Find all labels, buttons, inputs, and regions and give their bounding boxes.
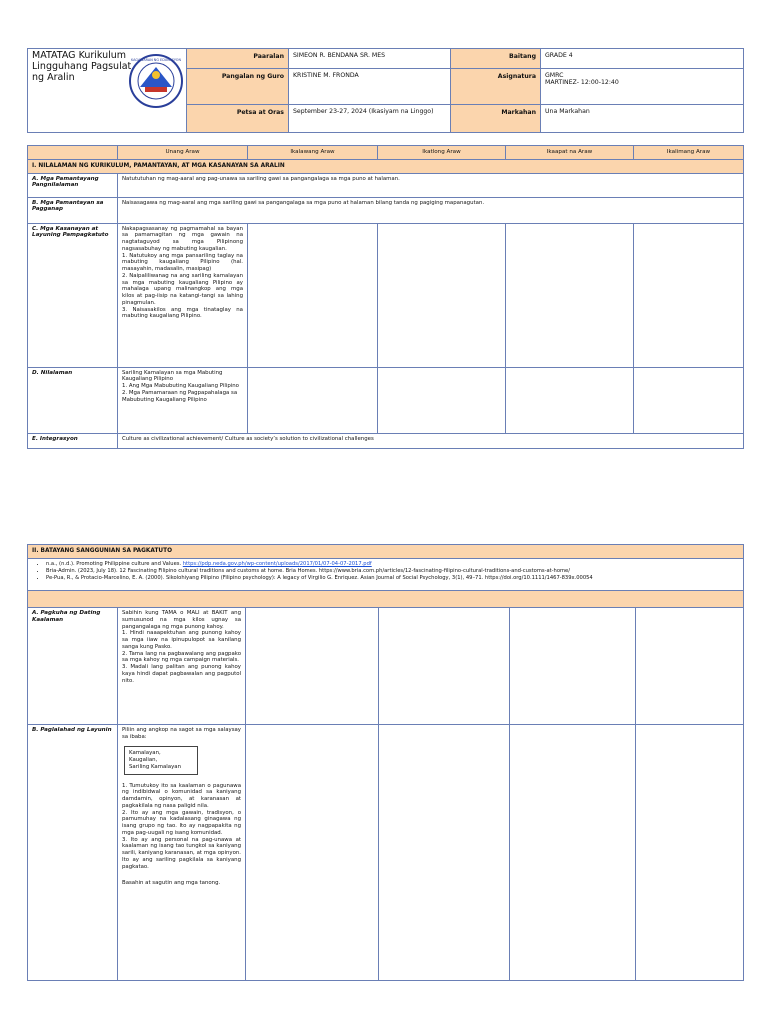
- section1-title: I. NILALAMAN NG KURIKULUM, PAMANTAYAN, AT MGA KASANAYAN SA ARALIN: [28, 159, 744, 173]
- page-title: MATATAG Kurikulum Lingguhang Pagsulat ng Aralin: [32, 50, 132, 83]
- row-label-e: E. Integrasyon: [28, 433, 118, 448]
- guro-label: Pangalan ng Guro: [187, 69, 289, 105]
- section1-table: [27, 145, 743, 449]
- asignatura-value: GMRC MARTINEZ- 12:00-12:40: [541, 69, 744, 105]
- word-choices-box: Kamalayan, Kaugalian, Sariling Kamalayan: [124, 746, 198, 775]
- reference-link[interactable]: https://pdp.neda.gov.ph/wp-content/uploads/2017/01/07-04-07-2017.pdf: [182, 561, 372, 567]
- nilalaman-text: Sariling Kamalayan sa mga Mabuting Kaugaliang Pilipino 1. Ang Mga Mabubuting Kaugaliang Pilipino 2. Mga Pamamaraan ng Pagpapahalaga sa Mabubuting Kaugaliang Pilipino: [118, 367, 248, 433]
- baitang-value: GRADE 4: [541, 49, 744, 69]
- row-label-pagkuha: A. Pagkuha ng Dating Kaalaman: [28, 608, 118, 725]
- integrasyon-text: Culture as civilizational achievement/ Culture as society’s solution to civilizational challenges: [118, 433, 744, 448]
- row-label-paglalahad: B. Paglalahad ng Layunin: [28, 725, 118, 981]
- header-table: [27, 48, 743, 133]
- paglalahad-items: 1. Tumutukoy ito sa kaalaman o pagunawa ng indibidwal o komunidad sa kaniyang damdamin, opinyon, at karanasan at pagkakilala ng nasa paligid nila. 2. Ito ay ang mga gawain, tradisyon, o pamumuhay na kadalasang ginagawa ng isang grupo ng tao. Ito ay nagpapakita ng mga pag-uugali ng isang komunidad. 3. Ito ay ang personal na pag-unawa at kaalaman ng isang tao tungkol sa kaniyang sarili, kaniyang karanasan, at mga opinyon. Ito ay ang sariling pagkilala sa kaniyang pagkatao.: [122, 782, 241, 870]
- pamantayang-pangnilalaman-text: Natututuhan ng mag-aaral ang pag-unawa sa sariling gawi sa pangangalaga sa mga puno at halaman.: [118, 173, 744, 197]
- reference-item: • Bria-Admin. (2023, July 18). 12 Fascinating Filipino cultural traditions and customs at home. Bria Homes. https://www.bria.com.ph/articles/12-fascinating-filipino-cultural-traditions-and-customs-at-home/: [46, 568, 739, 575]
- day-header-5: Ikalimang Araw: [634, 146, 744, 160]
- row-label-c: C. Mga Kasanayan at Layuning Pampagkatuto: [28, 223, 118, 367]
- baitang-label: Baitang: [451, 49, 541, 69]
- references-cell: [28, 559, 744, 591]
- paglalahad-intro: Piliin ang angkop na sagot sa mga salaysay sa ibaba:: [122, 727, 241, 740]
- blank-band: [28, 591, 744, 608]
- day-header-4: Ikaapat na Araw: [506, 146, 634, 160]
- day-header-1: Unang Araw: [118, 146, 248, 160]
- paaralan-label: Paaralan: [187, 49, 289, 69]
- guro-value: KRISTINE M. FRONDA: [289, 69, 451, 105]
- references-list: [32, 561, 739, 581]
- paglalahad-cell: [118, 725, 246, 981]
- deped-seal-icon: [128, 53, 184, 109]
- section2-title: II. BATAYANG SANGGUNIAN SA PAGKATUTO: [28, 545, 744, 559]
- day-header-2: Ikalawang Araw: [248, 146, 378, 160]
- svg-text:KAGAWARAN NG EDUKASYON: KAGAWARAN NG EDUKASYON: [130, 58, 182, 62]
- section2-table: [27, 544, 743, 981]
- paglalahad-outro: Basahin at sagutin ang mga tanong.: [122, 880, 221, 887]
- pagkuha-text: Sabihin kung TAMA o MALI at BAKIT ang sumusunod na mga kilos ugnay sa pangangalaga ng mga punong kahoy. 1. Hindi naaapektuhan ang punong kahoy sa mga iiaw na ipinupulopot sa kanilang sanga kung Pasko. 2. Tama lang na pagbawalang ang pagpako sa mga kahoy ng mga campaign materials. 3. Madali lang palitan ang punong kahoy kaya hindi dapat pagbawalan ang pagputol nito.: [118, 608, 246, 725]
- row-label-a: A. Mga Pamantayang Pangnilalaman: [28, 173, 118, 197]
- petsa-label: Petsa at Oras: [187, 105, 289, 133]
- pamantayan-pagganap-text: Naisasagawa ng mag-aaral ang mga sariling gawi sa pangangalaga sa mga puno at halaman bilang tanda ng pagiging mapanagutan.: [118, 197, 744, 223]
- asignatura-label: Asignatura: [451, 69, 541, 105]
- paaralan-value: SIMEON R. BENDANA SR. MES: [289, 49, 451, 69]
- reference-item: • n.a., (n.d.). Promoting Philippine culture and Values. https://pdp.neda.gov.ph/wp-content/uploads/2017/01/07-04-07-2017.pdf: [46, 561, 739, 568]
- row-label-b: B. Mga Pamantayan sa Pagganap: [28, 197, 118, 223]
- markahan-label: Markahan: [451, 105, 541, 133]
- kasanayan-text: Nakapagsasanay ng pagmamahal sa bayan sa pamamagitan ng mga gawain na nagtataguyod sa mga Pilipinong nagsasabuhay ng mabuting kaugalian. 1. Natutukoy ang mga pansariling taglay na mabuting kaugaliang Pilipino (hal. masayahin, madasalin, masipag) 2. Naipaliliwanag na ang sariling kamalayan sa mga mabuting kaugaliang Pilipino ay mahalaga upang malinangkop ang mga kilos at pag-iisip na katangi-tangi sa lahing pinagmulan. 3. Naisasakilos ang mga tinataglay na mabuting kaugaliang Pilipino.: [118, 223, 248, 367]
- reference-item: • Pe-Pua, R., & Protacio-Marcelino, E. A. (2000). Sikolohiyang Pilipino (Filipino psychology): A legacy of Virgilio G. Enriquez. Asian Journal of Social Psychology, 3(1), 49–71. https://doi.org/10.1111/1467-839x.00054: [46, 575, 739, 582]
- title-cell: [28, 49, 187, 133]
- petsa-value: September 23-27, 2024 (Ikasiyam na Linggo): [289, 105, 451, 133]
- markahan-value: Una Markahan: [541, 105, 744, 133]
- day-header-3: Ikatlong Araw: [378, 146, 506, 160]
- row-label-d: D. Nilalaman: [28, 367, 118, 433]
